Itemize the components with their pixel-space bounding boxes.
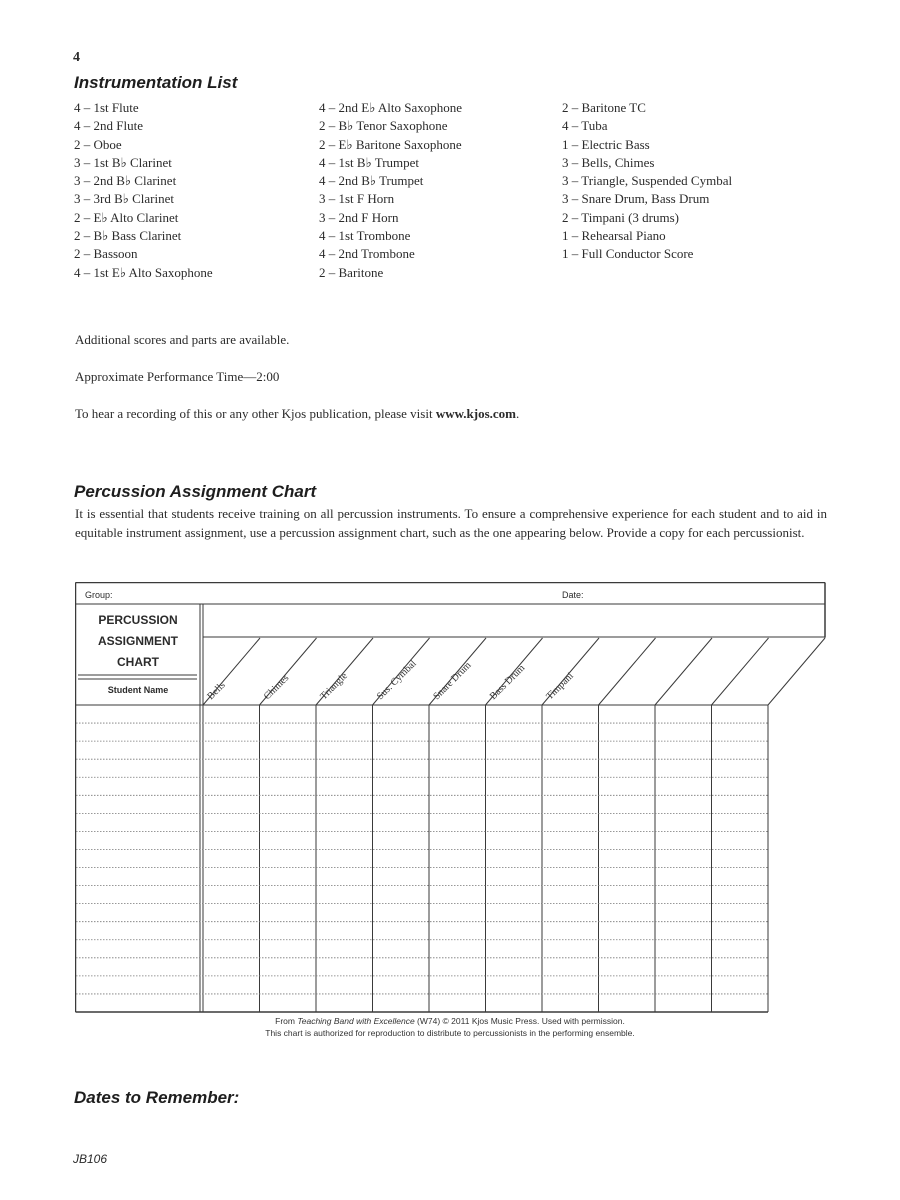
instrumentation-column-2 (319, 99, 462, 282)
instrument-entry: 4 – 2nd B♭ Trumpet (319, 173, 424, 189)
recording-note (75, 406, 519, 422)
instrument-entry: 4 – 1st B♭ Trumpet (319, 154, 420, 170)
instrument-entry: 3 – 2nd F Horn (319, 209, 399, 225)
instrument-entry: 4 – 2nd Flute (74, 118, 143, 134)
percussion-assignment-chart (75, 582, 827, 1019)
instrument-entry: 4 – 1st E♭ Alto Saxophone (74, 264, 213, 280)
instrument-entry: 3 – 2nd B♭ Clarinet (74, 173, 177, 189)
student-name-label: Student Name (107, 685, 169, 695)
instrument-entry: 3 – Bells, Chimes (562, 154, 655, 170)
recording-note-end: . (516, 406, 520, 421)
instrumentation-column-3 (562, 99, 732, 264)
chart-title-line-3: CHART (117, 655, 159, 669)
footer-code: JB106 (73, 1152, 108, 1166)
instrument-entry: 2 – E♭ Alto Clarinet (74, 209, 179, 225)
instrument-entry: 2 – Timpani (3 drums) (562, 209, 680, 225)
header-diagonal-line (768, 638, 825, 705)
instrument-entry: 3 – Snare Drum, Bass Drum (562, 191, 710, 207)
instrument-entry: 2 – E♭ Baritone Saxophone (319, 136, 462, 152)
percussion-heading: Percussion Assignment Chart (74, 482, 317, 501)
performance-time: Approximate Performance Time—2:00 (75, 369, 280, 384)
instrument-header-label: Chimes (261, 672, 292, 703)
instrument-entry: 4 – 1st Flute (74, 100, 139, 115)
instrumentation-heading: Instrumentation List (74, 73, 238, 92)
instrument-entry: 1 – Electric Bass (562, 136, 650, 152)
instrument-entry: 2 – Bassoon (74, 246, 138, 262)
instrument-entry: 3 – Triangle, Suspended Cymbal (562, 173, 733, 189)
credit-from: From (275, 1016, 298, 1026)
additional-scores-note: Additional scores and parts are available. (75, 332, 290, 347)
chart-credit-line-2: This chart is authorized for reproduction to distribute to percussionists in the performing ensemble. (265, 1028, 635, 1038)
instrument-header-label: Snare Drum (431, 659, 474, 703)
page-number: 4 (73, 50, 80, 65)
instrument-entry: 4 – 2nd Trombone (319, 246, 415, 262)
instrument-entry: 3 – 1st F Horn (319, 191, 395, 207)
instrument-entry: 3 – 3rd B♭ Clarinet (74, 191, 175, 207)
chart-title-line-2: ASSIGNMENT (97, 634, 179, 648)
instrument-entry: 4 – 1st Trombone (319, 228, 411, 244)
credit-book-title: Teaching Band with Excellence (297, 1016, 415, 1026)
instrument-entry: 1 – Full Conductor Score (562, 246, 694, 262)
header-diagonal-line (599, 638, 656, 705)
instrument-entry: 2 – B♭ Bass Clarinet (74, 228, 182, 244)
date-label: Date: (562, 590, 584, 600)
credit-copyright: (W74) © 2011 Kjos Music Press. Used with permission. (414, 1016, 625, 1026)
recording-note-text: To hear a recording of this or any other Kjos publication, please visit (75, 406, 436, 421)
instrument-entry: 2 – Baritone (319, 264, 384, 280)
instrument-header-label: Sus. Cymbal (374, 658, 419, 703)
instrument-header-label: Timpani (544, 670, 576, 703)
instrument-entry: 2 – Baritone TC (562, 100, 646, 115)
instrumentation-column-1 (74, 99, 213, 282)
dates-heading: Dates to Remember: (74, 1088, 240, 1107)
header-diagonal-line (712, 638, 769, 705)
instrument-entry: 1 – Rehearsal Piano (562, 228, 666, 244)
instrument-entry: 2 – B♭ Tenor Saxophone (319, 118, 448, 134)
header-diagonal-line (655, 638, 712, 705)
percussion-intro: It is essential that students receive training on all percussion instruments. To ensure a comprehensive experience for each student and to aid in equitable instrument assignment, use a percussion assignment chart, such as the one appearing below. Provide a copy for each percussionist. (75, 506, 827, 540)
chart-svg (75, 582, 827, 1014)
instrument-header-label: Triangle (318, 670, 350, 703)
instrument-header-label: Bells (205, 679, 228, 703)
instrument-header-label: Bass Drum (487, 662, 528, 703)
chart-credit-line-1 (75, 1016, 825, 1026)
instrument-entry: 3 – 1st B♭ Clarinet (74, 154, 172, 170)
chart-title-line-1: PERCUSSION (98, 613, 178, 627)
kjos-website-link[interactable]: www.kjos.com (435, 406, 516, 421)
instrument-entry: 2 – Oboe (74, 136, 122, 152)
group-label: Group: (85, 590, 113, 600)
instrument-entry: 4 – Tuba (562, 118, 608, 134)
instrument-entry: 4 – 2nd E♭ Alto Saxophone (319, 100, 462, 115)
